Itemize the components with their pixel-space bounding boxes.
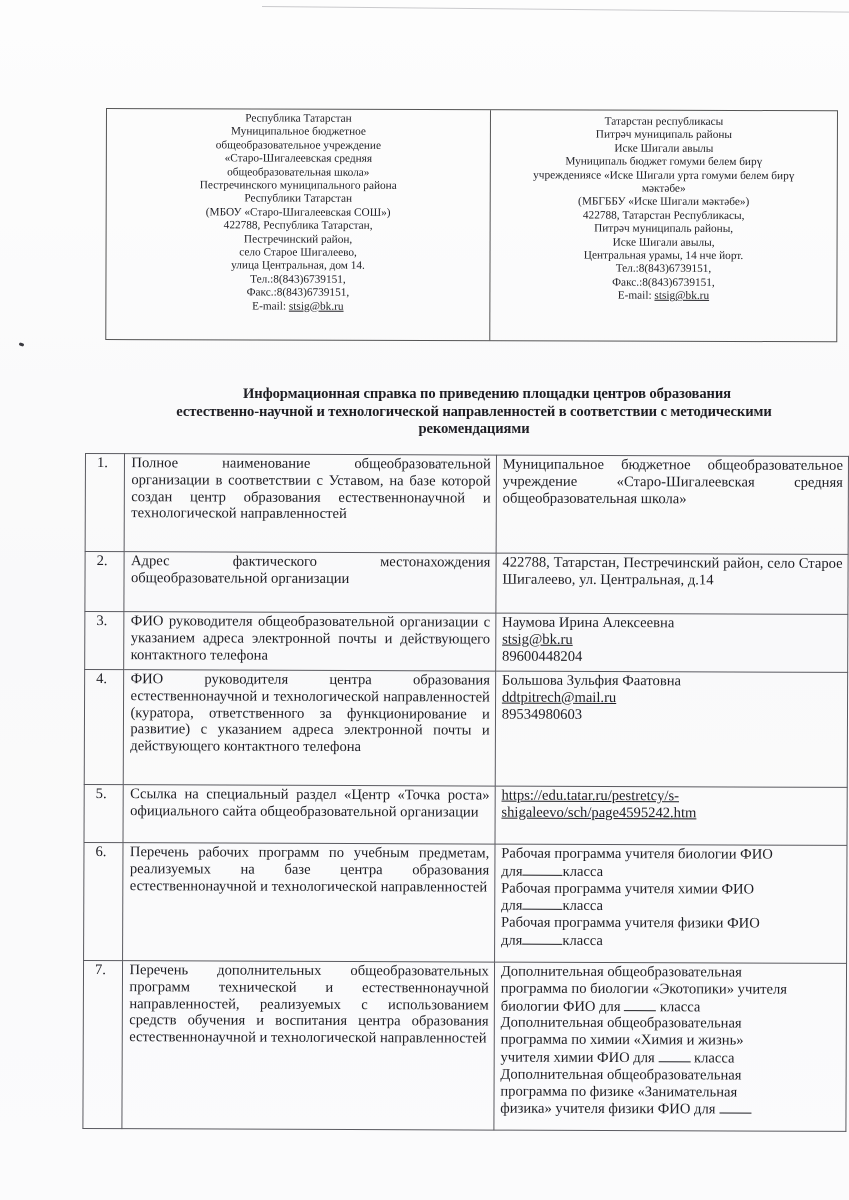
letterhead-line: «Старо-Шигалеевская средняя xyxy=(224,152,373,166)
program-class-line xyxy=(501,862,841,881)
curator-email-link[interactable]: ddtpitrech@mail.ru xyxy=(501,689,617,706)
letterhead-line: 422788, Республика Татарстан, xyxy=(223,219,373,233)
program-for: физика» учителя физики ФИО для xyxy=(500,1100,716,1118)
title-line: Информационная справка по приведению площадки центров образования xyxy=(243,386,731,402)
letterhead-line: (МБОУ «Старо-Шигалеевская СОШ») xyxy=(205,206,391,219)
letterhead-line: Питрәч муниципаль районы, xyxy=(594,222,734,236)
title-line: естественно-научной и технологической направленностей в соответствии с методическими xyxy=(176,403,772,420)
letterhead-line: общеобразовательная школа» xyxy=(227,166,370,179)
email-link[interactable]: stsig@bk.ru xyxy=(654,290,710,303)
director-phone: 89600448204 xyxy=(502,648,583,665)
program-title: Рабочая программа учителя биологии ФИО xyxy=(501,845,773,863)
row-value xyxy=(495,613,847,672)
program-class: класса xyxy=(562,898,604,915)
extra-program-class-line xyxy=(500,1049,840,1068)
row-number: 2. xyxy=(85,552,125,612)
tochka-rosta-link[interactable]: https://edu.tatar.ru/pestretcy/s- xyxy=(501,787,680,805)
letterhead-line: село Старое Шигалеево, xyxy=(239,246,357,259)
email-link[interactable]: stsig@bk.ru xyxy=(288,300,344,313)
letterhead-line: улица Центральная, дом 14. xyxy=(231,259,365,273)
program-title: Рабочая программа учителя химии ФИО xyxy=(501,880,755,898)
program-class: класса xyxy=(659,998,701,1015)
tochka-rosta-link[interactable]: shigaleevo/sch/page4595242.htm xyxy=(501,804,697,822)
row-value xyxy=(494,962,847,1131)
extra-program-line: Дополнительная общеобразовательная xyxy=(500,1066,742,1084)
row-label: Полное наименование общеобразовательной организации в соответствии с Уставом, на базе которой создан центр образования естественнонаучной и технологической направленностей xyxy=(125,454,497,553)
letterhead-line: Центральная урамы, 14 нче йорт. xyxy=(583,249,744,263)
row-label: ФИО руководителя общеобразовательной организации с указанием адреса электронной почты и действующего контактного телефона xyxy=(124,612,496,671)
row-number: 4. xyxy=(84,670,124,785)
row-label: Адрес фактического местонахождения общеобразовательной организации xyxy=(124,552,496,613)
program-title: Рабочая программа учителя физики ФИО xyxy=(500,914,760,932)
table-row xyxy=(85,552,848,615)
extra-program-line: программа по физике «Занимательная xyxy=(500,1083,738,1101)
class-blank xyxy=(719,1101,751,1114)
letterhead-line: Питрәч муниципаль районы xyxy=(595,128,733,142)
extra-program-line: Дополнительная общеобразовательная xyxy=(500,1014,742,1032)
row-value: Муниципальное бюджетное общеобразовательное учреждение «Старо-Шигалеевская средняя общеобразовательная школа» xyxy=(496,455,849,554)
email-label: E-mail: xyxy=(252,300,289,313)
row-label: Перечень дополнительных общеобразовательных программ технической и естественнонаучной направленностей, реализуемых с использованием средств обучения и воспитания центра образования естественнонаучной и технологической направленностей xyxy=(122,961,494,1130)
letterhead-line: Пестречинский район, xyxy=(243,233,353,246)
letterhead-fax: Факс.:8(843)6739151, xyxy=(246,286,350,300)
email-label: E-mail: xyxy=(617,289,655,303)
letterhead-tatar xyxy=(490,110,837,341)
letterhead-line: учреждениясе «Иске Шигали урта гомуми белем бирү xyxy=(533,168,795,182)
program-class-line xyxy=(501,897,841,916)
letterhead-phone: Тел.:8(843)6739151, xyxy=(615,263,712,276)
row-number: 6. xyxy=(84,842,124,960)
table-row xyxy=(84,842,847,963)
letterhead-email-row xyxy=(490,289,836,303)
extra-program-line: программа по биологии «Экотопики» учителя xyxy=(500,980,788,998)
row-value: 422788, Татарстан, Пестречинский район, село Старое Шигалеево, ул. Центральная, д.14 xyxy=(496,553,848,614)
program-class: класса xyxy=(562,932,603,949)
letterhead-line: мәктәбе» xyxy=(641,182,686,195)
row-label: Перечень рабочих программ по учебным предметам, реализуемых на базе центра образования естественнонаучной и технологической направленностей xyxy=(123,843,495,962)
row-value xyxy=(495,671,848,787)
class-blank xyxy=(523,862,563,875)
info-table xyxy=(82,453,849,1132)
letterhead xyxy=(105,108,838,342)
table-row xyxy=(83,960,847,1131)
program-class: класса xyxy=(694,1050,735,1067)
letterhead-line: Муниципальное бюджетное xyxy=(230,125,366,139)
curator-name: Большова Зульфия Фаатовна xyxy=(501,672,682,690)
letterhead-line: Республика Татарстан xyxy=(245,112,352,125)
class-blank xyxy=(624,998,656,1011)
row-number: 3. xyxy=(85,612,125,670)
table-row xyxy=(85,612,848,673)
extra-program-class-line xyxy=(500,1100,840,1119)
class-blank xyxy=(522,897,562,910)
letterhead-line: Муниципаль бюджет гомуми белем бирү xyxy=(565,155,763,169)
program-for: для xyxy=(501,863,523,880)
letterhead-line: Пестречинского муниципального района xyxy=(199,179,397,192)
program-for: для xyxy=(500,932,523,949)
letterhead-line: (МБГББУ «Иске Шигали мәктәбе») xyxy=(578,195,750,209)
extra-program-line: Дополнительная общеобразовательная xyxy=(500,963,742,981)
scan-speck xyxy=(19,342,25,347)
extra-program-line: программа по химии «Химия и жизнь» xyxy=(500,1031,744,1049)
table-row xyxy=(84,784,847,845)
curator-phone: 89534980603 xyxy=(501,706,583,723)
director-email-link[interactable]: stsig@bk.ru xyxy=(502,631,573,648)
table-row xyxy=(85,454,848,555)
class-blank xyxy=(658,1049,690,1062)
letterhead-line: Иске Шигали авылы, xyxy=(612,236,715,249)
letterhead-line: 422788, Татарстан Республикасы, xyxy=(582,209,745,222)
extra-program-class-line xyxy=(501,997,841,1016)
program-for: биологии ФИО для xyxy=(500,998,621,1015)
letterhead-line: Республики Татарстан xyxy=(244,192,353,206)
letterhead-line: Иске Шигали авылы xyxy=(614,142,714,155)
row-number: 1. xyxy=(85,454,125,552)
director-name: Наумова Ирина Алексеевна xyxy=(502,614,675,632)
row-number: 7. xyxy=(83,960,123,1128)
letterhead-phone: Тел.:8(843)6739151, xyxy=(250,273,346,286)
row-value xyxy=(495,786,847,845)
document-title xyxy=(108,386,840,439)
letterhead-fax: Факс.:8(843)6739151, xyxy=(612,276,715,289)
row-label: ФИО руководителя центра образования естественнонаучной и технологической направленностей (куратора, ответственного за функционирование и развитие) с указанием адреса электронной почты и действующего контактного телефона xyxy=(124,670,496,786)
row-number: 5. xyxy=(84,784,124,842)
letterhead-line: Татарстан республикасы xyxy=(604,115,724,128)
letterhead-russian xyxy=(106,109,491,340)
program-for: для xyxy=(501,897,523,915)
row-value xyxy=(494,844,847,963)
title-line: рекомендациями xyxy=(418,421,530,437)
class-blank xyxy=(522,932,562,945)
row-label: Ссылка на специальный раздел «Центр «Точка роста» официального сайта общеобразовательной организации xyxy=(123,785,495,844)
table-row xyxy=(84,670,847,788)
letterhead-email-row xyxy=(106,300,489,315)
scan-edge-line xyxy=(262,6,849,13)
letterhead-line: общеобразовательное учреждение xyxy=(215,139,381,152)
program-for: учителя химии ФИО для xyxy=(500,1049,655,1067)
program-class-line xyxy=(501,932,841,951)
program-class: класса xyxy=(562,863,604,880)
